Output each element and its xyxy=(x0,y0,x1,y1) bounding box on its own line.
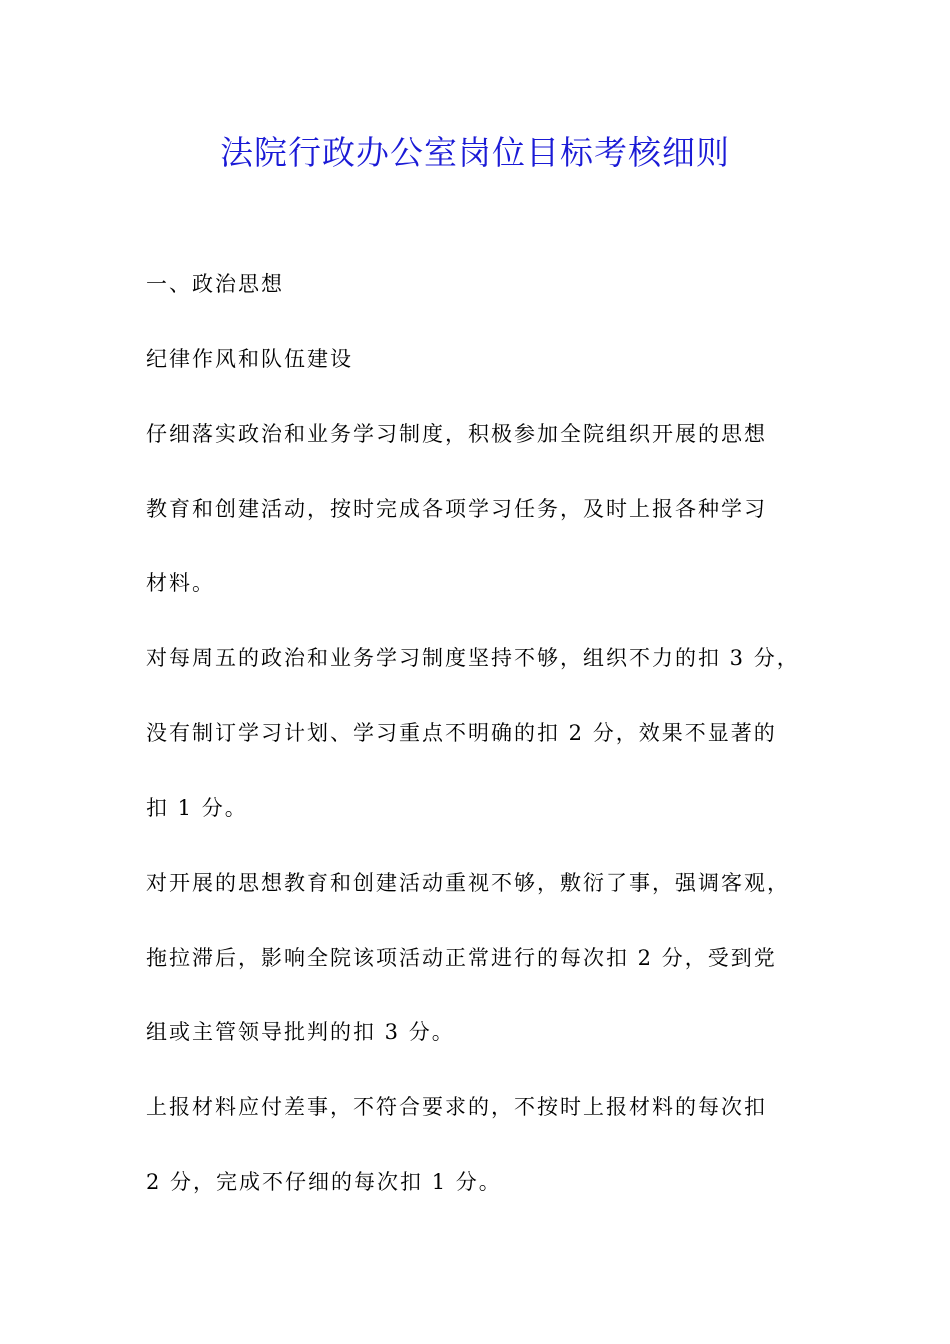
paragraph-line: 上报材料应付差事，不符合要求的，不按时上报材料的每次扣 xyxy=(146,1095,767,1119)
section-heading: 一、政治思想 xyxy=(146,272,284,296)
paragraph-line: 拖拉滞后，影响全院该项活动正常进行的每次扣 2 分，受到党 xyxy=(146,946,777,970)
paragraph-line: 没有制订学习计划、学习重点不明确的扣 2 分，效果不显著的 xyxy=(146,721,777,745)
paragraph-line: 对每周五的政治和业务学习制度坚持不够，组织不力的扣 3 分， xyxy=(146,646,800,670)
paragraph-line: 对开展的思想教育和创建活动重视不够，敷衍了事，强调客观， xyxy=(146,871,790,895)
subsection-heading: 纪律作风和队伍建设 xyxy=(146,347,353,371)
paragraph-line: 组或主管领导批判的扣 3 分。 xyxy=(146,1020,455,1044)
paragraph-line: 扣 1 分。 xyxy=(146,796,248,820)
paragraph-line: 教育和创建活动，按时完成各项学习任务，及时上报各种学习 xyxy=(146,497,767,521)
paragraph-line: 仔细落实政治和业务学习制度，积极参加全院组织开展的思想 xyxy=(146,422,767,446)
paragraph-line: 材料。 xyxy=(146,571,215,595)
document-title: 法院行政办公室岗位目标考核细则 xyxy=(220,133,730,172)
paragraph-line: 2 分，完成不仔细的每次扣 1 分。 xyxy=(146,1170,502,1194)
